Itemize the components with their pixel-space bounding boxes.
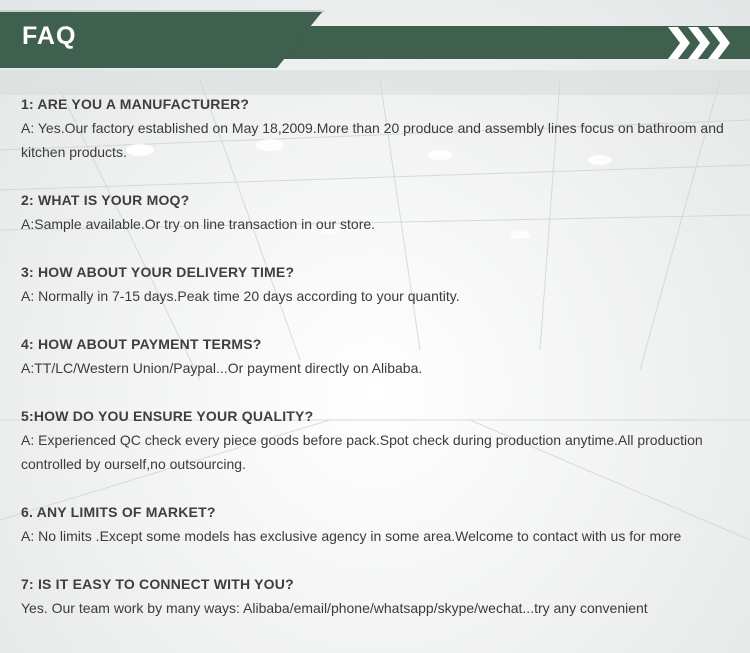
- chevron-right-icon: [668, 27, 690, 59]
- faq-question: 2: WHAT IS YOUR MOQ?: [21, 192, 190, 208]
- faq-item: [21, 260, 731, 308]
- chevron-group: [668, 27, 740, 59]
- page-title: FAQ: [22, 22, 77, 50]
- faq-question: 3: HOW ABOUT YOUR DELIVERY TIME?: [21, 264, 295, 280]
- faq-answer: A: No limits .Except some models has exclusive agency in some area.Welcome to contact with us for more: [21, 528, 682, 544]
- faq-answer: Yes. Our team work by many ways: Alibaba/email/phone/whatsapp/skype/wechat...try any convenient: [21, 600, 648, 616]
- faq-question: 1: ARE YOU A MANUFACTURER?: [21, 96, 250, 112]
- faq-answer: A: Normally in 7-15 days.Peak time 20 days according to your quantity.: [21, 288, 460, 304]
- faq-item: [21, 332, 731, 380]
- chevron-right-icon: [688, 27, 710, 59]
- faq-item: [21, 188, 731, 236]
- faq-item: [21, 92, 731, 164]
- chevron-right-icon: [708, 27, 730, 59]
- faq-answer: A:Sample available.Or try on line transaction in our store.: [21, 216, 376, 232]
- faq-list: [21, 92, 731, 644]
- faq-item: [21, 572, 731, 620]
- faq-answer: A: Yes.Our factory established on May 18,2009.More than 20 produce and assembly lines focus on bathroom and kitchen products.: [21, 120, 724, 160]
- faq-question: 6. ANY LIMITS OF MARKET?: [21, 504, 216, 520]
- faq-header: [0, 0, 750, 70]
- faq-question: 7: IS IT EASY TO CONNECT WITH YOU?: [21, 576, 294, 592]
- faq-question: 4: HOW ABOUT PAYMENT TERMS?: [21, 336, 262, 352]
- faq-answer: A:TT/LC/Western Union/Paypal...Or payment directly on Alibaba.: [21, 360, 423, 376]
- faq-item: [21, 404, 731, 476]
- faq-answer: A: Experienced QC check every piece goods before pack.Spot check during production anytime.All production controlled by ourself,no outsourcing.: [21, 432, 703, 472]
- faq-item: [21, 500, 731, 548]
- faq-question: 5:HOW DO YOU ENSURE YOUR QUALITY?: [21, 408, 314, 424]
